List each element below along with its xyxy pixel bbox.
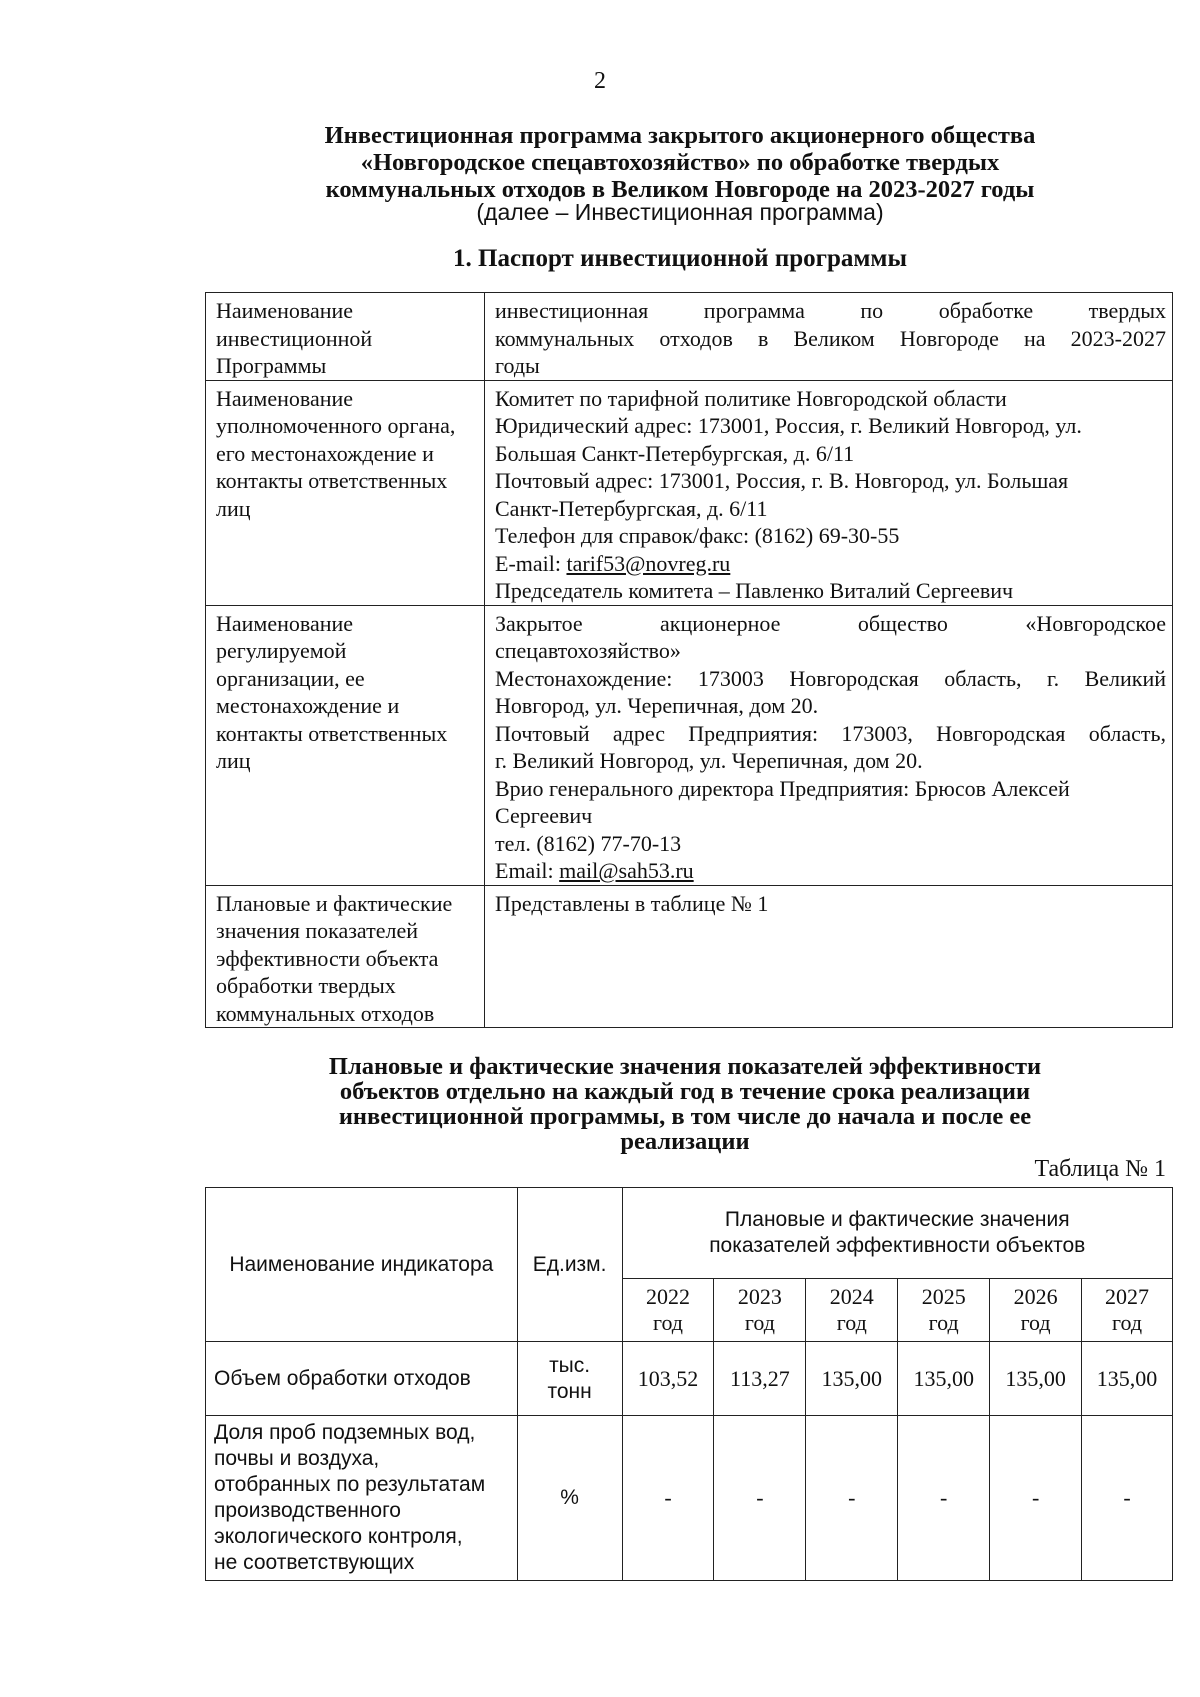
value-cell: 135,00 [806, 1342, 898, 1416]
year-value: 2022 [646, 1284, 690, 1309]
value-line: Новгород, ул. Черепичная, дом 20. [495, 693, 819, 718]
label-line: организации, ее [216, 665, 365, 691]
label-line: Наименование [216, 610, 354, 636]
column-header [622, 1188, 1172, 1279]
label-line: контакты ответственных [216, 468, 448, 493]
value-line [495, 550, 1166, 578]
passport-value [485, 293, 1173, 381]
value-cell: - [714, 1416, 806, 1581]
table-label: Таблица № 1 [1034, 1156, 1166, 1182]
header-line: Плановые и фактические значения [724, 1208, 1070, 1231]
label-line: инвестиционной [216, 325, 373, 351]
value-line: Комитет по тарифной политике Новгородской области [495, 385, 1007, 411]
title-line: реализации [620, 1128, 750, 1155]
year-suffix: год [744, 1310, 775, 1335]
column-header: Наименование индикатора [206, 1188, 518, 1342]
table-header-row [206, 1188, 1173, 1279]
label-line: Плановые и фактические [216, 890, 453, 916]
title-line: «Новгородское спецавтохозяйство» по обработке твердых [360, 149, 1000, 176]
year-suffix: год [1112, 1310, 1143, 1335]
value-line: Закрытое акционерное общество «Новгородское [495, 610, 1166, 636]
passport-value [485, 885, 1173, 1028]
table-row [206, 380, 1173, 605]
page-number: 2 [594, 68, 606, 94]
name-line: экологического контроля, [214, 1525, 463, 1548]
title-line: коммунальных отходов в Великом Новгороде на 2023-2027 годы [325, 176, 1035, 203]
value-cell: 135,00 [1082, 1342, 1173, 1416]
indicator-name [206, 1416, 518, 1581]
value-cell: - [1082, 1416, 1173, 1581]
label-line: коммунальных отходов [216, 1000, 435, 1026]
year-header [898, 1279, 990, 1342]
name-line: Доля проб подземных вод, [214, 1421, 476, 1444]
value-line: Телефон для справок/факс: (8162) 69-30-55 [495, 523, 900, 548]
year-suffix: год [928, 1310, 959, 1335]
table-row [206, 1416, 1173, 1581]
value-line: годы [495, 353, 540, 378]
table1-title [210, 1054, 1160, 1154]
value-line: Представлены в таблице № 1 [495, 890, 769, 916]
label-line: Наименование [216, 298, 354, 323]
passport-label [206, 380, 485, 605]
email-link[interactable]: mail@sah53.ru [559, 858, 694, 883]
label-line: обработки твердых [216, 973, 396, 998]
year-header [990, 1279, 1082, 1342]
name-line: почвы и воздуха, [214, 1447, 380, 1470]
year-value: 2023 [737, 1284, 782, 1309]
table-row [206, 293, 1173, 381]
title-line: Инвестиционная программа закрытого акционерного общества [324, 122, 1036, 149]
value-line: Санкт-Петербургская, д. 6/11 [495, 495, 768, 521]
email-link[interactable]: tarif53@novreg.ru [566, 550, 731, 576]
label-line: лиц [216, 748, 251, 773]
table-row [206, 1342, 1173, 1416]
value-line: инвестиционная программа по обработке твердых [495, 298, 1166, 323]
value-line: Почтовый адрес: 173001, Россия, г. В. Новгород, ул. Большая [495, 468, 1069, 493]
year-value: 2025 [921, 1284, 966, 1309]
year-suffix: год [1020, 1310, 1051, 1335]
year-value: 2026 [1013, 1284, 1058, 1309]
passport-label [206, 885, 485, 1028]
value-cell: 103,52 [622, 1342, 714, 1416]
value-line: Врио генерального директора Предприятия: Брюсов Алексей [495, 775, 1070, 801]
table-row [206, 605, 1173, 885]
label-line: Программы [216, 353, 327, 378]
unit-cell: % [517, 1416, 622, 1581]
passport-value [485, 605, 1173, 885]
name-line: производственного [214, 1499, 401, 1522]
document-title [240, 122, 1120, 203]
unit-cell [517, 1342, 622, 1416]
indicator-name: Объем обработки отходов [206, 1342, 518, 1416]
value-cell: - [990, 1416, 1082, 1581]
label-line: значения показателей [216, 918, 419, 943]
unit-line: тонн [547, 1379, 592, 1403]
label-line: эффективности объекта [216, 945, 439, 971]
passport-label [206, 293, 485, 381]
value-line: Сергеевич [495, 803, 593, 828]
year-header [806, 1279, 898, 1342]
value-line: г. Великий Новгород, ул. Черепичная, дом 20. [495, 748, 923, 773]
value-line: Большая Санкт-Петербургская, д. 6/11 [495, 440, 855, 466]
label-line: уполномоченного органа, [216, 413, 456, 438]
year-suffix: год [836, 1310, 867, 1335]
passport-table [205, 292, 1173, 1028]
label-line: лиц [216, 495, 251, 521]
value-cell: 135,00 [990, 1342, 1082, 1416]
value-line: тел. (8162) 77-70-13 [495, 830, 682, 856]
title-line: Плановые и фактические значения показателей эффективности [328, 1053, 1042, 1080]
year-value: 2027 [1105, 1284, 1150, 1309]
section-title: 1. Паспорт инвестиционной программы [453, 245, 907, 272]
value-cell: - [622, 1416, 714, 1581]
table-row [206, 885, 1173, 1028]
column-header: Ед.изм. [517, 1188, 622, 1342]
unit-line: тыс. [549, 1353, 591, 1377]
label-line: регулируемой [216, 638, 347, 663]
title-line: инвестиционной программы, в том числе до начала и после ее [338, 1103, 1032, 1130]
label-line: местонахождение и [216, 693, 400, 718]
value-cell: - [898, 1416, 990, 1581]
value-line: спецавтохозяйство» [495, 638, 681, 663]
value-line: Председатель комитета – Павленко Виталий Сергеевич [495, 578, 1014, 603]
year-value: 2024 [829, 1284, 874, 1309]
label-line: Наименование [216, 385, 354, 411]
label-line: контакты ответственных [216, 720, 448, 746]
name-line: не соответствующих [214, 1551, 415, 1574]
value-cell: - [806, 1416, 898, 1581]
label-line: его местонахождение и [216, 440, 434, 466]
year-header [622, 1279, 714, 1342]
year-header [714, 1279, 806, 1342]
value-line: Местонахождение: 173003 Новгородская область, г. Великий [495, 665, 1166, 691]
year-suffix: год [652, 1310, 684, 1335]
header-line: показателей эффективности объектов [709, 1234, 1086, 1257]
value-cell: 113,27 [714, 1342, 806, 1416]
value-line: Юридический адрес: 173001, Россия, г. Великий Новгород, ул. [495, 413, 1082, 438]
passport-label [206, 605, 485, 885]
name-line: отобранных по результатам [214, 1473, 486, 1496]
value-line: Почтовый адрес Предприятия: 173003, Новгородская область, [495, 720, 1166, 746]
email-label: E-mail: [495, 550, 567, 576]
value-cell: 135,00 [898, 1342, 990, 1416]
document-subtitle: (далее – Инвестиционная программа) [476, 199, 884, 225]
email-label: Email: [495, 858, 560, 883]
passport-value [485, 380, 1173, 605]
indicators-table [205, 1187, 1173, 1581]
value-line [495, 857, 1166, 885]
value-line: коммунальных отходов в Великом Новгороде на 2023-2027 [495, 325, 1166, 351]
title-line: объектов отдельно на каждый год в течение срока реализации [339, 1078, 1031, 1105]
year-header [1082, 1279, 1173, 1342]
